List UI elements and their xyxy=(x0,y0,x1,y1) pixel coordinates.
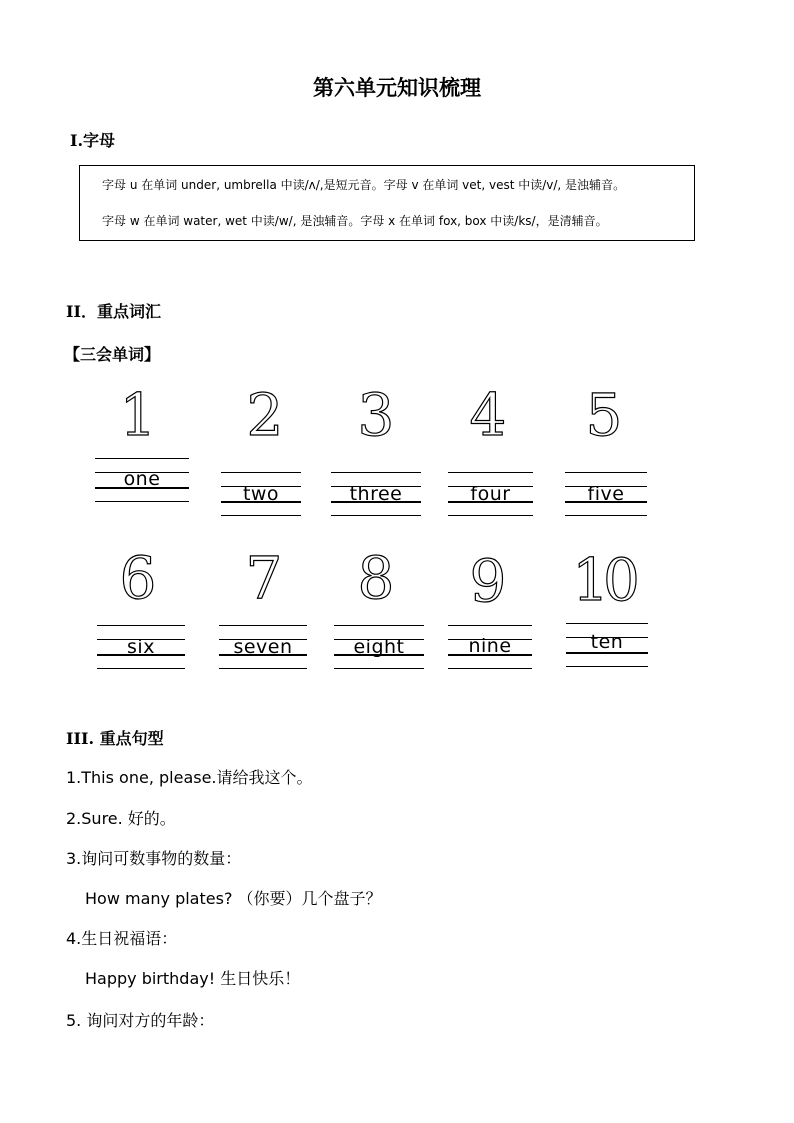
word-card-three xyxy=(331,472,421,516)
word-card-four xyxy=(448,472,533,516)
numeral-3: 3 xyxy=(357,381,395,449)
numeral-4: 4 xyxy=(469,381,507,449)
section-2-subheading: 【三会单词】 xyxy=(64,345,161,364)
word-one: one xyxy=(123,468,161,490)
word-four: four xyxy=(470,483,511,505)
numeral-6: 6 xyxy=(119,544,157,612)
sentence-5: 5. 询问对方的年龄： xyxy=(66,1011,215,1030)
word-two: two xyxy=(242,483,280,505)
word-seven: seven xyxy=(233,636,293,658)
word-card-two xyxy=(221,472,301,516)
word-ten: ten xyxy=(590,631,624,653)
phonics-box xyxy=(79,165,695,241)
numeral-2: 2 xyxy=(246,381,284,449)
numeral-1: 1 xyxy=(119,381,157,449)
word-six: six xyxy=(127,636,155,658)
sentence-1: 1.This one, please.请给我这个。 xyxy=(66,768,313,787)
numeral-9: 9 xyxy=(469,547,507,615)
numeral-8: 8 xyxy=(357,544,395,612)
word-nine: nine xyxy=(468,635,512,657)
section-3-heading: III. 重点句型 xyxy=(66,729,164,748)
numeral-10: 10 xyxy=(572,546,634,614)
section-1-heading: Ⅰ.字母 xyxy=(70,131,116,150)
word-card-nine xyxy=(448,625,532,669)
word-eight: eight xyxy=(353,636,405,658)
phonics-line-2: 字母 w 在单词 water, wet 中读/w/, 是浊辅音。字母 x 在单词 fox, box 中读/ks/，是清辅音。 xyxy=(102,214,608,228)
word-card-seven xyxy=(219,625,307,669)
word-card-six xyxy=(97,625,185,669)
phonics-line-1: 字母 u 在单词 under, umbrella 中读/ʌ/,是短元音。字母 v 在单词 vet, vest 中读/v/, 是浊辅音。 xyxy=(102,178,626,192)
sentence-2: 2.Sure. 好的。 xyxy=(66,809,176,828)
sentence-4-example: Happy birthday! 生日快乐！ xyxy=(85,969,301,988)
numeral-5: 5 xyxy=(585,381,623,449)
sentence-4: 4.生日祝福语： xyxy=(66,929,178,948)
word-card-ten xyxy=(566,623,648,667)
word-card-five xyxy=(565,472,647,516)
page-title: 第六单元知识梳理 xyxy=(313,75,481,100)
word-card-eight xyxy=(334,625,424,669)
section-2-heading: II．重点词汇 xyxy=(66,302,161,321)
word-three: three xyxy=(349,483,403,505)
sentence-3: 3.询问可数事物的数量： xyxy=(66,849,242,868)
sentence-3-example: How many plates? （你要）几个盘子？ xyxy=(85,889,382,908)
word-card-one xyxy=(95,458,189,502)
word-five: five xyxy=(587,483,625,505)
numeral-7: 7 xyxy=(245,544,283,612)
